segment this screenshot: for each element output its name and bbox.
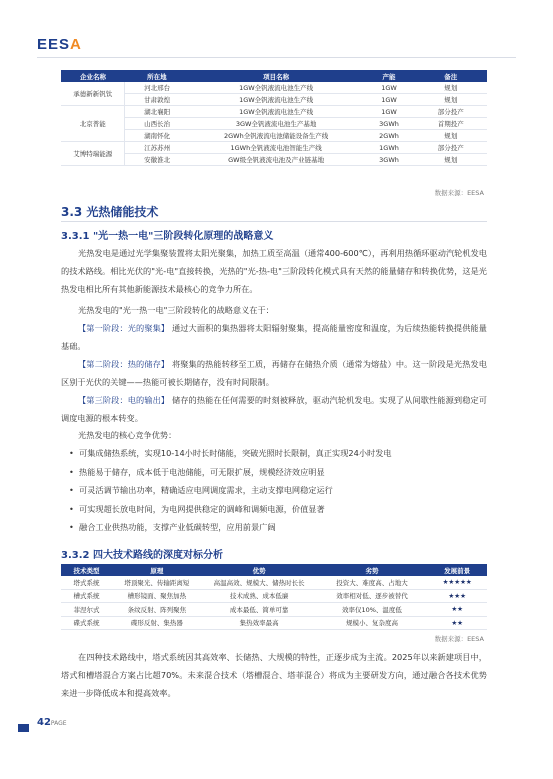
- table-cell: 塔式系统: [61, 576, 112, 589]
- table2-source: 数据来源：EESA: [434, 635, 484, 643]
- list-item: • 融合工业供热功能，支撑产业低碳转型，应用前景广阔: [61, 518, 487, 537]
- table-cell: 3GW全钒液流电池生产基地: [189, 118, 364, 130]
- table-header-cell: 备注: [415, 70, 487, 82]
- list-item: • 可灵活调节输出功率，精确适应电网调度需求，主动支撑电网稳定运行: [61, 481, 487, 500]
- table-cell: 成本最低、简单可靠: [202, 603, 317, 617]
- table-cell: 集热效率最高: [202, 616, 317, 630]
- rating-stars: ★★★★★: [427, 576, 487, 589]
- rating-stars: ★★★: [427, 589, 487, 603]
- table-row: [61, 616, 487, 630]
- table-cell: 规划: [415, 82, 487, 94]
- table-row: [61, 106, 487, 118]
- table-cell: 投资大、难度高、占地大: [317, 576, 428, 589]
- table-cell: 1GWh: [363, 142, 414, 154]
- table-cell: 规划: [415, 130, 487, 142]
- table-cell: 菲涅尔式: [61, 603, 112, 617]
- table-cell: 湖北襄阳: [125, 106, 189, 118]
- table-cell: 部分投产: [415, 142, 487, 154]
- table-cell: 条纹反射、阵列聚焦: [112, 603, 201, 617]
- list-item: • 可实现超长放电时间，为电网提供稳定的调峰和调频电源，价值显著: [61, 500, 487, 519]
- table-cell: 甘肃敦煌: [125, 94, 189, 106]
- table-cell: 安徽淮北: [125, 154, 189, 166]
- table-cell: 规划: [415, 154, 487, 166]
- table-cell: GW级全钒液流电池及产业链基地: [189, 154, 364, 166]
- table-cell: 槽形镜面、聚焦加热: [112, 589, 201, 603]
- intro-paragraph: 光热发电是通过光学集聚装置将太阳光聚集，加热工质至高温（通常400-600℃），再利用热循环驱动汽轮机发电的技术路线。相比光伏的"光-电"直接转换，光热的"光-热-电"三阶段转化模式具有天然的能量储存和转换优势，这是光热发电相比所有其他新能源技术最核心的竞争力所在。: [61, 248, 487, 294]
- header-divider: [37, 57, 516, 58]
- table-cell: 3GWh: [363, 154, 414, 166]
- table-cell: 湖南怀化: [125, 130, 189, 142]
- table-cell: 河北邢台: [125, 82, 189, 94]
- table-row: [61, 94, 487, 106]
- table-cell: 1GW全钒液流电池生产线: [189, 94, 364, 106]
- table-row: [61, 576, 487, 589]
- table-header-cell: 劣势: [317, 564, 428, 576]
- stage2-paragraph: [61, 355, 487, 391]
- table-cell: 1GW: [363, 94, 414, 106]
- table-cell: 1GW: [363, 82, 414, 94]
- company-cell: 北京普能: [61, 106, 125, 142]
- list-item: • 热能易于储存，成本低于电池储能，可无限扩展，规模经济效应明显: [61, 463, 487, 482]
- table-cell: 槽式系统: [61, 589, 112, 603]
- subsection-title-331: 3.3.1 "光一热一电"三阶段转化原理的战略意义: [61, 231, 274, 242]
- section-divider: [61, 221, 487, 222]
- subsection-title-332: 3.3.2 四大技术路线的深度对标分析: [61, 550, 223, 561]
- table-cell: 江苏苏州: [125, 142, 189, 154]
- footer-accent-bar: [18, 724, 29, 732]
- table-cell: 1GWh全钒液流电池智能生产线: [189, 142, 364, 154]
- stage3-paragraph: [61, 391, 487, 427]
- table-header-cell: 优势: [202, 564, 317, 576]
- table-cell: 3GWh: [363, 118, 414, 130]
- table-row: [61, 154, 487, 166]
- tech-comparison-table: [61, 564, 487, 630]
- section-title: 3.3 光热储能技术: [61, 205, 159, 219]
- conclusion-paragraph: 在四种技术路线中，塔式系统因其高效率、长储热、大规模的特性，正逐步成为主流。2025年以来新建项目中，塔式和槽塔混合方案占比超70%。未来混合技术（塔槽混合、塔菲混合）将成为主要研发方向，通过融合各技术优势来进一步降低成本和提高效率。: [61, 652, 487, 698]
- table-header-cell: 产能: [363, 70, 414, 82]
- table-row: [61, 603, 487, 617]
- table-cell: 效率仅10%、温度低: [317, 603, 428, 617]
- table-cell: 2GWh: [363, 130, 414, 142]
- table-cell: 效率相对低、逐步被替代: [317, 589, 428, 603]
- table-row: [61, 589, 487, 603]
- table-cell: 1GW: [363, 106, 414, 118]
- stage1-label: 【第一阶段：光的聚集】: [78, 323, 170, 333]
- stage1-text: 通过大面积的集热器将太阳辐射聚集，提高能量密度和温度，为后续热能转换提供能量基础。: [61, 323, 487, 351]
- table-cell: 规划: [415, 94, 487, 106]
- stage2-text: 将聚集的热能转移至工质，再储存在储热介质（通常为熔盐）中。这一阶段是光热发电区别于光伏的关键——热能可被长期储存，没有时间限制。: [61, 359, 487, 387]
- table-header-cell: 项目名称: [189, 70, 364, 82]
- table1-source: 数据来源：EESA: [434, 189, 484, 197]
- rating-stars: ★★: [427, 616, 487, 630]
- list-item: • 可集成储热系统，实现10-14小时长时储能，突破光照时长限制，真正实现24小时发电: [61, 444, 487, 463]
- eesa-logo: EESA: [37, 36, 82, 53]
- stage2-label: 【第二阶段：热的储存】: [78, 359, 170, 369]
- stage3-label: 【第三阶段：电的输出】: [78, 395, 170, 405]
- table-cell: 2GWh全钒液流电池储能设备生产线: [189, 130, 364, 142]
- table-cell: 山西长治: [125, 118, 189, 130]
- table-cell: 塔顶聚光、传输距离短: [112, 576, 201, 589]
- table-cell: 规模小、复杂度高: [317, 616, 428, 630]
- table-header-cell: 技术类型: [61, 564, 112, 576]
- table-header-cell: 所在地: [125, 70, 189, 82]
- table-cell: 首期投产: [415, 118, 487, 130]
- table-cell: 碟式系统: [61, 616, 112, 630]
- table-cell: 部分投产: [415, 106, 487, 118]
- table-row: [61, 130, 487, 142]
- stage1-paragraph: [61, 319, 487, 355]
- table-row: [61, 142, 487, 154]
- table-header-cell: 原理: [112, 564, 201, 576]
- vanadium-projects-table: [61, 70, 487, 166]
- table-cell: 高温高效、规模大、储热时长长: [202, 576, 317, 589]
- table-header-cell: 发展前景: [427, 564, 487, 576]
- table-cell: 1GW全钒液流电池生产线: [189, 82, 364, 94]
- rating-stars: ★★: [427, 603, 487, 617]
- company-cell: 承德新新钒钛: [61, 82, 125, 106]
- advantages-intro: 光热发电的核心竞争优势：: [78, 430, 177, 440]
- page-number: 42PAGE: [37, 717, 67, 728]
- stage3-text: 储存的热能在任何需要的时刻被释放，驱动汽轮机发电。实现了从间歇性能源到稳定可调度电源的根本转变。: [61, 395, 487, 423]
- stages-intro-paragraph: 光热发电的"光一热一电"三阶段转化的战略意义在于：: [78, 305, 274, 315]
- company-cell: 艾博特瑞能源: [61, 142, 125, 166]
- table-cell: 1GW全钒液流电池生产线: [189, 106, 364, 118]
- table-cell: 碟形反射、集热器: [112, 616, 201, 630]
- advantages-list: [61, 444, 487, 537]
- table-row: [61, 82, 487, 94]
- table-cell: 技术成熟、成本低廉: [202, 589, 317, 603]
- table-header-cell: 企业名称: [61, 70, 125, 82]
- table-row: [61, 118, 487, 130]
